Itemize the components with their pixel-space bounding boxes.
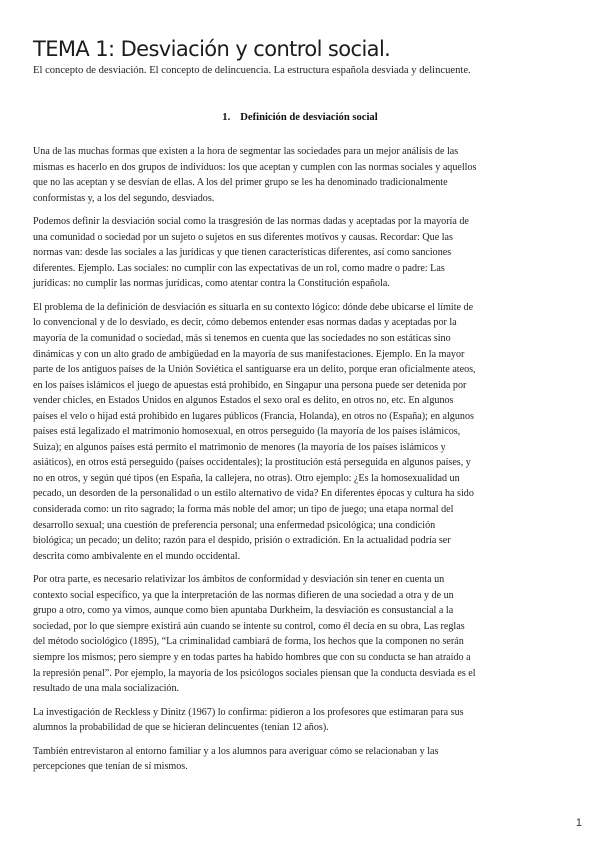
section-number: 1. bbox=[222, 112, 231, 123]
text-line: grupo a otro, como ya vimos, aunque como bien apuntaba Durkheim, la desviación es consustancial a la bbox=[33, 605, 454, 617]
text-line: en los países islámicos el juego de apuestas está prohibido, en Singapur una persona puede ser detenida por bbox=[33, 379, 467, 391]
section-heading bbox=[0, 111, 600, 125]
page-subtitle: El concepto de desviación. El concepto de delincuencia. La estructura española desviada y delincuente. bbox=[33, 65, 471, 76]
text-line: diferentes. Ejemplo. Las sociales: no cumplir con las expectativas de un rol, como madre o padre: Las bbox=[33, 262, 445, 274]
text-line: una comunidad o sociedad por un sujeto o sujetos en sus diferentes motivos y causas. Recordar: Que las bbox=[33, 231, 453, 243]
page-number: 1 bbox=[575, 817, 582, 829]
text-line: resultado de una mala socialización. bbox=[33, 683, 180, 695]
text-line: conformistas y, a los del segundo, desviados. bbox=[33, 192, 215, 204]
text-line: no en otros, y según qué tipos (en España, la callejera, no otras). Otro ejemplo: ¿Es la homosexualidad un bbox=[33, 472, 460, 484]
text-line: El problema de la definición de desviación es situarla en su contexto lógico: dónde debe ubicarse el límite de bbox=[33, 301, 474, 313]
text-line: siempre los mismos; pero siempre y en todas partes ha habido hombres que con su conducta se han atraído a bbox=[33, 651, 471, 663]
text-line: del método sociológico (1895), “La criminalidad cambiará de forma, los hechos que la componen no serán bbox=[33, 636, 464, 648]
text-line: parte de los antiguos países de la Unión Soviética el santiguarse era un delito, porque eran oficialmente ateos, bbox=[33, 364, 476, 376]
document-body bbox=[33, 144, 563, 783]
paragraph bbox=[33, 214, 563, 292]
paragraph bbox=[33, 744, 563, 775]
text-line: contexto social específico, ya que la interpretación de las normas difieren de una sociedad a otra y de un bbox=[33, 589, 454, 601]
text-line: lo convencional y de lo desviado, es decir, cómo debemos entender esas normas dadas y aceptadas por la bbox=[33, 317, 457, 329]
text-line: jurídicas: no cumplir las normas jurídicas, como atentar contra la Constitución española. bbox=[33, 278, 390, 290]
text-line: considerada como: un rito sagrado; la forma más noble del amor; un tipo de juego; una etapa normal del bbox=[33, 504, 454, 516]
text-line: percepciones que tenían de sí mismos. bbox=[33, 761, 188, 773]
text-line: La investigación de Reckless y Dinitz (1967) lo confirma: pidieron a los profesores que estimaran para sus bbox=[33, 706, 464, 718]
text-line: desarrollo sexual; una cuestión de preferencia personal; una enfermedad psicológica; una condición bbox=[33, 519, 436, 531]
paragraph bbox=[33, 300, 563, 564]
text-line: mayoría de la comunidad o sociedad, más si tenemos en cuenta que las sociedades no son estáticas sino bbox=[33, 333, 451, 345]
text-line: alumnos la probabilidad de que se hicieran delincuentes (tenían 12 años). bbox=[33, 722, 329, 734]
paragraph bbox=[33, 144, 563, 206]
text-line: vender chicles, en Estados Unidos en algunos Estados el sexo oral es delito, en otros no, etc. En algunos bbox=[33, 395, 454, 407]
paragraph bbox=[33, 572, 563, 696]
text-line: mismas es hacerlo en dos grupos de individuos: los que aceptan y cumplen con las normas sociales y aquellos bbox=[33, 161, 477, 173]
text-line: países el velo o hijad está prohibido en lugares públicos (Francia, Holanda), en otros no (España); en algunos bbox=[33, 410, 474, 422]
text-line: Suiza); en algunos países está permito el matrimonio de menores (la mayoría de los países islámicos y bbox=[33, 441, 446, 453]
text-line: sociedad, por lo que siempre existirá aún cuando se intente su control, como él decía en su obra, Las reglas bbox=[33, 620, 465, 632]
section-title: Definición de desviación social bbox=[240, 112, 378, 123]
text-line: países está legalizado el matrimonio homosexual, en otros perseguido (la mayoría de los países islámicos, bbox=[33, 426, 461, 438]
text-line: También entrevistaron al entorno familiar y a los alumnos para averiguar cómo se relacionaban y las bbox=[33, 745, 439, 757]
text-line: descrita como ambivalente en el mundo occidental. bbox=[33, 550, 241, 562]
text-line: Por otra parte, es necesario relativizar los ámbitos de conformidad y desviación sin tener en cuenta un bbox=[33, 574, 445, 586]
text-line: la represión penal”. Por ejemplo, la mayoría de los psicólogos sociales piensan que la conducta desviada es el bbox=[33, 667, 476, 679]
text-line: dinámicas y con un alto grado de ambigüedad en la mayoría de sus manifestaciones. Ejemplo. En la mayor bbox=[33, 348, 465, 360]
page-title: TEMA 1: Desviación y control social. bbox=[33, 37, 391, 61]
text-line: Una de las muchas formas que existen a la hora de segmentar las sociedades para un mejor análisis de las bbox=[33, 146, 459, 157]
paragraph bbox=[33, 705, 563, 736]
text-line: Podemos definir la desviación social como la trasgresión de las normas dadas y aceptadas por la mayoría de bbox=[33, 216, 469, 228]
text-line: biológica; un pecado; un delito; razón para el despido, prisión o extradición. En la actualidad podría ser bbox=[33, 535, 451, 547]
text-line: asiáticos), en otros está perseguido (países occidentales); la prostitución está perseguida en algunos países, y bbox=[33, 457, 471, 469]
text-line: normas van: desde las sociales a las jurídicas y que tienen características diferentes, así como sanciones bbox=[33, 247, 452, 259]
text-line: pecado, un desorden de la personalidad o un estilo alternativo de vida? En diferentes épocas y cultura ha sido bbox=[33, 488, 474, 500]
text-line: que no las aceptan y se desvían de ellas. A los del primer grupo se les ha denominado tradicionalmente bbox=[33, 177, 448, 189]
